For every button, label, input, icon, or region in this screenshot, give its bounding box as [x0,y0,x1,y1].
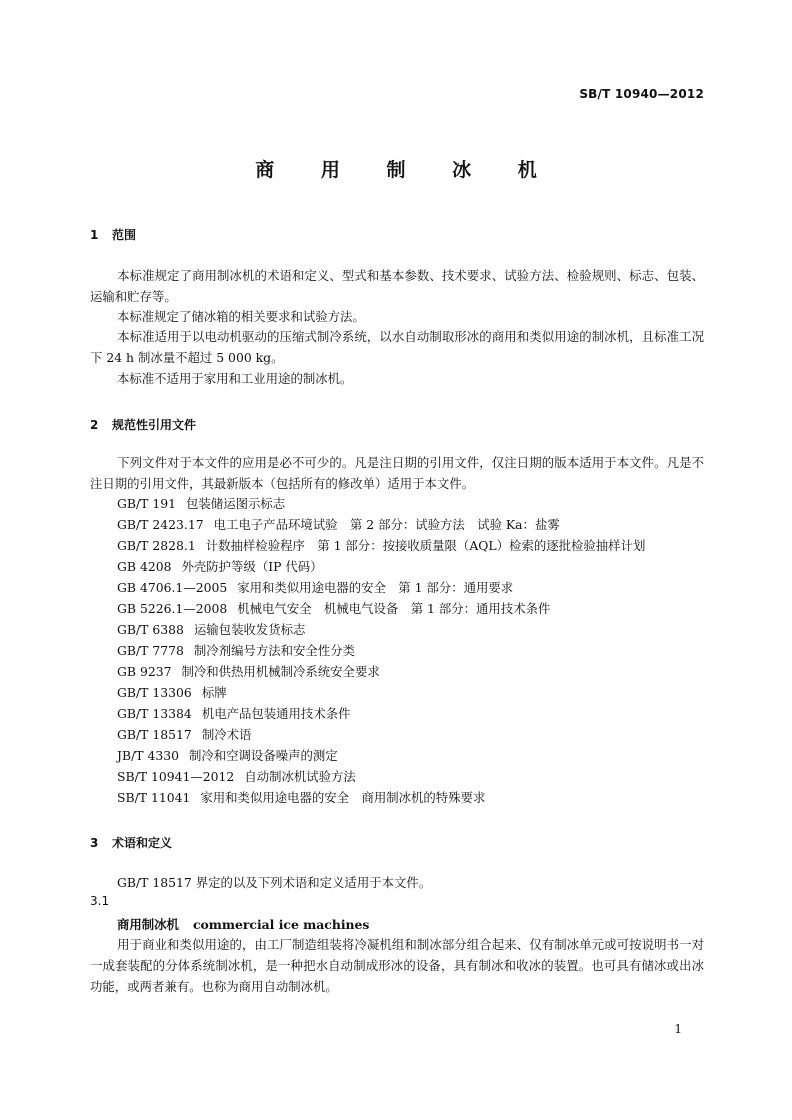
document-title: 商 用 制 冰 机 [255,159,557,181]
standard-code: SB/T 10940—2012 [579,87,704,101]
paragraph-text: 本标准规定了储冰箱的相关要求和试验方法。 [117,309,365,324]
paragraph-text: 下列文件对于本文件的应用是必不可少的。凡是注日期的引用文件，仅注日期的版本适用于本文件。凡是不注日期的引用文件，其最新版本（包括所有的修改单）适用于本文件。 [90,455,704,491]
reference-title: 家用和类似用途电器的安全 商用制冰机的特殊要求 [200,790,486,805]
reference-item [117,641,355,661]
reference-code: JB/T 4330 [117,748,179,763]
section-number: 1 [90,228,99,242]
reference-item [117,788,485,808]
reference-code: GB/T 2423.17 [117,517,204,532]
reference-title: 制冷术语 [201,727,252,742]
section-3-heading [90,834,172,851]
reference-item [117,746,338,766]
paragraph-text: 用于商业和类似用途的，由工厂制造组装将冷凝机组和制冰部分组合起来、仅有制冰单元或可按说明书一对一成套装配的分体系统制冰机，是一种把水自动制成形冰的设备，具有制冰和收冰的装置。也可具有储冰或出冰功能，或两者兼有。也称为商用自动制冰机。 [90,937,704,994]
reference-item [117,557,323,577]
reference-item [117,536,645,556]
reference-code: GB 9237 [117,664,172,679]
reference-title: 机电产品包装通用技术条件 [201,706,351,721]
reference-code: GB 4208 [117,559,172,574]
paragraph [90,872,704,893]
reference-code: GB/T 191 [117,496,177,511]
section-1-heading [90,226,136,243]
reference-code: GB/T 18517 [117,727,192,742]
paragraph [90,452,704,494]
section-number: 2 [90,418,99,432]
term-definition [90,934,704,997]
reference-title: 运输包装收发货标志 [193,622,306,637]
paragraph [90,306,704,327]
paragraph-text: 本标准规定了商用制冰机的术语和定义、型式和基本参数、技术要求、试验方法、检验规则、标志、包装、运输和贮存等。 [90,268,704,304]
reference-title: 自动制冰机试验方法 [244,769,356,784]
reference-code: GB/T 2828.1 [117,538,196,553]
term-title [117,915,369,933]
section-2-heading [90,416,196,433]
reference-title: 制冷剂编号方法和安全性分类 [193,643,355,658]
reference-code: SB/T 10941—2012 [117,769,235,784]
term-name-cn: 商用制冰机 [117,917,179,932]
reference-item [117,494,285,514]
paragraph-text: 本标准不适用于家用和工业用途的制冰机。 [117,371,353,386]
reference-code: GB/T 6388 [117,622,184,637]
reference-item [117,704,351,724]
reference-title: 机械电气安全 机械电气设备 第 1 部分：通用技术条件 [237,601,551,616]
reference-code: GB/T 7778 [117,643,184,658]
reference-item [117,599,550,619]
reference-item [117,515,560,535]
reference-item [117,767,356,787]
reference-item [117,725,251,745]
section-title: 规范性引用文件 [112,418,197,432]
reference-item [117,620,305,640]
reference-item [117,683,227,703]
section-number: 3 [90,836,99,850]
paragraph [90,326,704,368]
paragraph-text: GB/T 18517 界定的以及下列术语和定义适用于本文件。 [117,875,432,890]
reference-code: GB 5226.1—2008 [117,601,228,616]
section-title: 术语和定义 [112,836,173,850]
page-number: 1 [674,1022,682,1036]
reference-code: SB/T 11041 [117,790,191,805]
reference-title: 制冷和空调设备噪声的测定 [188,748,338,763]
term-number: 3.1 [90,894,110,908]
reference-title: 家用和类似用途电器的安全 第 1 部分：通用要求 [237,580,514,595]
reference-code: GB/T 13306 [117,685,192,700]
reference-title: 计数抽样检验程序 第 1 部分：按接收质量限（AQL）检索的逐批检验抽样计划 [205,538,646,553]
section-title: 范围 [112,228,137,242]
reference-title: 电工电子产品环境试验 第 2 部分：试验方法 试验 Ka：盐雾 [213,517,560,532]
reference-item [117,662,380,682]
reference-item [117,578,513,598]
reference-title: 包装储运图示标志 [186,496,286,511]
paragraph [90,368,704,389]
paragraph-text: 本标准适用于以电动机驱动的压缩式制冷系统，以水自动制取形冰的商用和类似用途的制冰机，且标准工况下 24 h 制冰量不超过 5 000 kg。 [90,329,704,365]
reference-title: 外壳防护等级（IP 代码） [181,559,323,574]
reference-title: 标牌 [201,685,227,700]
reference-title: 制冷和供热用机械制冷系统安全要求 [181,664,380,679]
term-name-en: commercial ice machines [192,917,370,932]
reference-code: GB/T 13384 [117,706,192,721]
paragraph [90,265,704,307]
reference-code: GB 4706.1—2005 [117,580,228,595]
